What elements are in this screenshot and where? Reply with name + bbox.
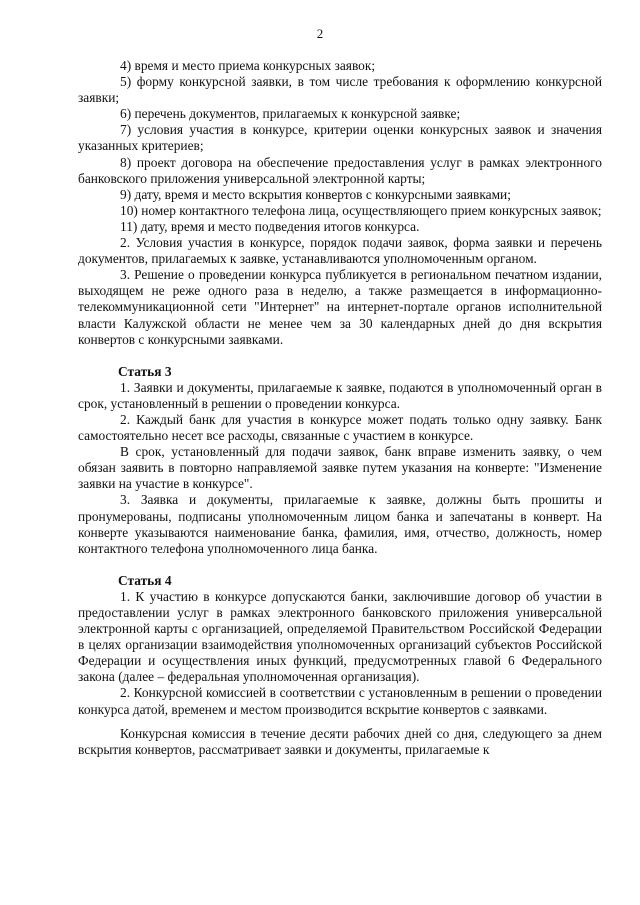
document-body [78, 58, 602, 758]
list-item-8: 8) проект договора на обеспечение предоставления услуг в рамках электронного банковского приложения универсальной электронной карты; [78, 154, 602, 186]
article-3-heading: Статья 3 [118, 363, 172, 379]
article-4-paragraph-1: 1. К участию в конкурсе допускаются банки, заключившие договор об участии в предоставлении услуг в рамках электронного банковского приложения универсальной электронной карты с организацией, определяемой Правительством Российской Федерации в целях организации взаимодействия уполномоченных организаций субъектов Российской Федерации и осуществления иных функций, предусмотренных главой 6 Федерального закона (далее – федеральная уполномоченная организация). [78, 588, 602, 685]
list-item-10: 10) номер контактного телефона лица, осуществляющего прием конкурсных заявок; [120, 202, 602, 218]
article-4-paragraph-3: Конкурсная комиссия в течение десяти рабочих дней со дня, следующего за днем вскрытия конвертов, рассматривает заявки и документы, прилагаемые к [78, 725, 602, 757]
list-item-9: 9) дату, время и место вскрытия конвертов с конкурсными заявками; [120, 186, 511, 202]
article-3-paragraph-1: 1. Заявки и документы, прилагаемые к заявке, подаются в уполномоченный орган в срок, установленный в решении о проведении конкурса. [78, 379, 602, 411]
page-number: 2 [316, 26, 324, 41]
article-3-paragraph-4: 3. Заявка и документы, прилагаемые к заявке, должны быть прошиты и пронумерованы, подписаны уполномоченным лицом банка и запечатаны в конверт. На конверте указываются наименование банка, фамилия, имя, отчество, должность, номер контактного телефона уполномоченного лица банка. [78, 492, 602, 556]
list-item-11: 11) дату, время и место подведения итогов конкурса. [120, 218, 420, 234]
list-item-4: 4) время и место приема конкурсных заявок; [120, 58, 376, 73]
paragraph-3: 3. Решение о проведении конкурса публикуется в региональном печатном издании, выходящем не реже одного раза в неделю, а также размещается в информационно-телекоммуникационной сети "Интернет" на интернет-портале органов исполнительной власти Калужской области не менее чем за 30 календарных дней до дня вскрытия конвертов с конкурсными заявками. [78, 267, 602, 347]
paragraph-2: 2. Условия участия в конкурсе, порядок подачи заявок, форма заявки и перечень документов, прилагаемых к заявке, устанавливаются уполномоченным органом. [78, 235, 602, 267]
article-3-paragraph-3: В срок, установленный для подачи заявок, банк вправе изменить заявку, о чем обязан заявить в повторно направляемой заявке путем указания на конверте: "Изменение заявки на участие в конкурсе". [78, 444, 602, 492]
article-4-heading: Статья 4 [118, 572, 172, 588]
article-4-paragraph-2: 2. Конкурсной комиссией в соответствии с установленным в решении о проведении конкурса датой, временем и местом производится вскрытие конвертов с заявками. [78, 685, 602, 717]
list-item-6: 6) перечень документов, прилагаемых к конкурсной заявке; [120, 106, 461, 122]
article-3-paragraph-2: 2. Каждый банк для участия в конкурсе может подать только одну заявку. Банк самостоятельно несет все расходы, связанные с участием в конкурсе. [78, 411, 602, 444]
list-item-7: 7) условия участия в конкурсе, критерии оценки конкурсных заявок и значения указанных критериев; [78, 122, 602, 154]
list-item-5: 5) форму конкурсной заявки, в том числе требования к оформлению конкурсной заявки; [78, 74, 602, 106]
